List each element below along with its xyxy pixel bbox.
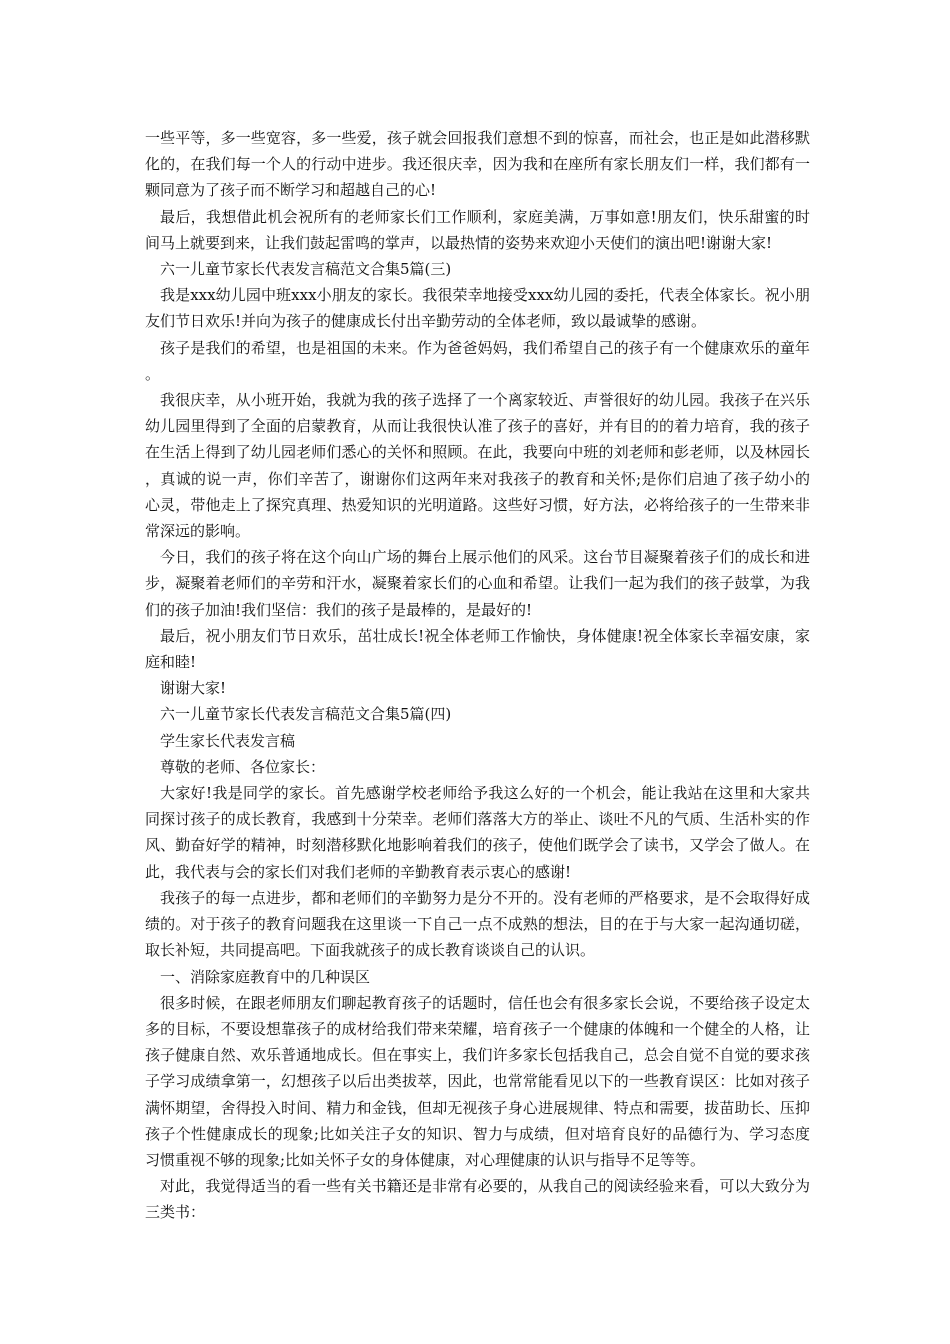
speech-title: 学生家长代表发言稿	[160, 731, 296, 750]
document-body	[145, 125, 810, 1226]
section-heading: 六一儿童节家长代表发言稿范文合集5篇(四)	[160, 705, 452, 724]
salutation: 尊敬的老师、各位家长：	[160, 757, 326, 776]
paragraph: 谢谢大家!	[160, 679, 227, 698]
paragraph: 很多时候，在跟老师朋友们聊起教育孩子的话题时，信任也会有很多家长会说，不要给孩子设定太多的目标，不要设想靠孩子的成材给我们带来荣耀，培育孩子一个健康的体魄和一个健全的人格，让孩子健康自然、欢乐普通地成长。但在事实上，我们许多家长包括我自己，总会自觉不自觉的要求孩子学习成绩拿第一，幻想孩子以后出类拔萃，因此，也常常能看见以下的一些教育误区：比如对孩子满怀期望，舍得投入时间、精力和金钱，但却无视孩子身心进展规律、特点和需要，拔苗助长、压抑孩子个性健康成长的现象;比如关注子女的知识、智力与成绩，但对培育良好的品德行为、学习态度习惯重视不够的现象;比如关怀子女的身体健康，对心理健康的认识与指导不足等等。	[145, 993, 810, 1169]
paragraph: 大家好!我是同学的家长。首先感谢学校老师给予我这么好的一个机会，能让我站在这里和大家共同探讨孩子的成长教育，我感到十分荣幸。老师们落落大方的举止、谈吐不凡的气质、生活朴实的作风、勤奋好学的精神，时刻潜移默化地影响着我们的孩子，使他们既学会了读书，又学会了做人。在此，我代表与会的家长们对我们老师的辛勤教育表示衷心的感谢!	[145, 784, 810, 881]
paragraph: 一些平等，多一些宽容，多一些爱，孩子就会回报我们意想不到的惊喜，而社会，也正是如此潜移默化的，在我们每一个人的行动中进步。我还很庆幸，因为我和在座所有家长朋友们一样，我们都有一颗同意为了孩子而不断学习和超越自己的心!	[145, 129, 810, 200]
paragraph: 孩子是我们的希望，也是祖国的未来。作为爸爸妈妈，我们希望自己的孩子有一个健康欢乐的童年。	[145, 338, 810, 383]
section-heading: 六一儿童节家长代表发言稿范文合集5篇(三)	[160, 260, 452, 279]
paragraph: 我很庆幸，从小班开始，我就为我的孩子选择了一个离家较近、声誉很好的幼儿园。我孩子在兴乐幼儿园里得到了全面的启蒙教育，从而让我很快认准了孩子的喜好，并有目的的着力培育，我的孩子在生活上得到了幼儿园老师们悉心的关怀和照顾。在此，我要向中班的刘老师和彭老师，以及林园长，真诚的说一声，你们辛苦了，谢谢你们这两年来对我孩子的教育和关怀;是你们启迪了孩子幼小的心灵，带他走上了探究真理、热爱知识的光明道路。这些好习惯，好方法，必将给孩子的一生带来非常深远的影响。	[145, 391, 810, 541]
paragraph: 最后，我想借此机会祝所有的老师家长们工作顺利，家庭美满，万事如意!朋友们，快乐甜蜜的时间马上就要到来，让我们鼓起雷鸣的掌声，以最热情的姿势来欢迎小天使们的演出吧!谢谢大家!	[145, 207, 810, 252]
paragraph: 我是xxx幼儿园中班xxx小朋友的家长。我很荣幸地接受xxx幼儿园的委托，代表全体家长。祝小朋友们节日欢乐!并向为孩子的健康成长付出辛勤劳动的全体老师，致以最诚挚的感谢。	[145, 286, 810, 331]
paragraph: 今日，我们的孩子将在这个向山广场的舞台上展示他们的风采。这台节目凝聚着孩子们的成长和进步，凝聚着老师们的辛劳和汗水，凝聚着家长们的心血和希望。让我们一起为我们的孩子鼓掌，为我们的孩子加油!我们坚信：我们的孩子是最棒的，是最好的!	[145, 548, 810, 619]
paragraph: 我孩子的每一点进步，都和老师们的辛勤努力是分不开的。没有老师的严格要求，是不会取得好成绩的。对于孩子的教育问题我在这里谈一下自己一点不成熟的想法，目的在于与大家一起沟通切磋，取长补短，共同提高吧。下面我就孩子的成长教育谈谈自己的认识。	[145, 888, 810, 960]
paragraph: 最后，祝小朋友们节日欢乐，茁壮成长!祝全体老师工作愉快，身体健康!祝全体家长幸福安康，家庭和睦!	[145, 626, 810, 672]
subsection-heading: 一、消除家庭教育中的几种误区	[160, 967, 371, 986]
paragraph: 对此，我觉得适当的看一些有关书籍还是非常有必要的，从我自己的阅读经验来看，可以大致分为三类书：	[145, 1177, 810, 1222]
